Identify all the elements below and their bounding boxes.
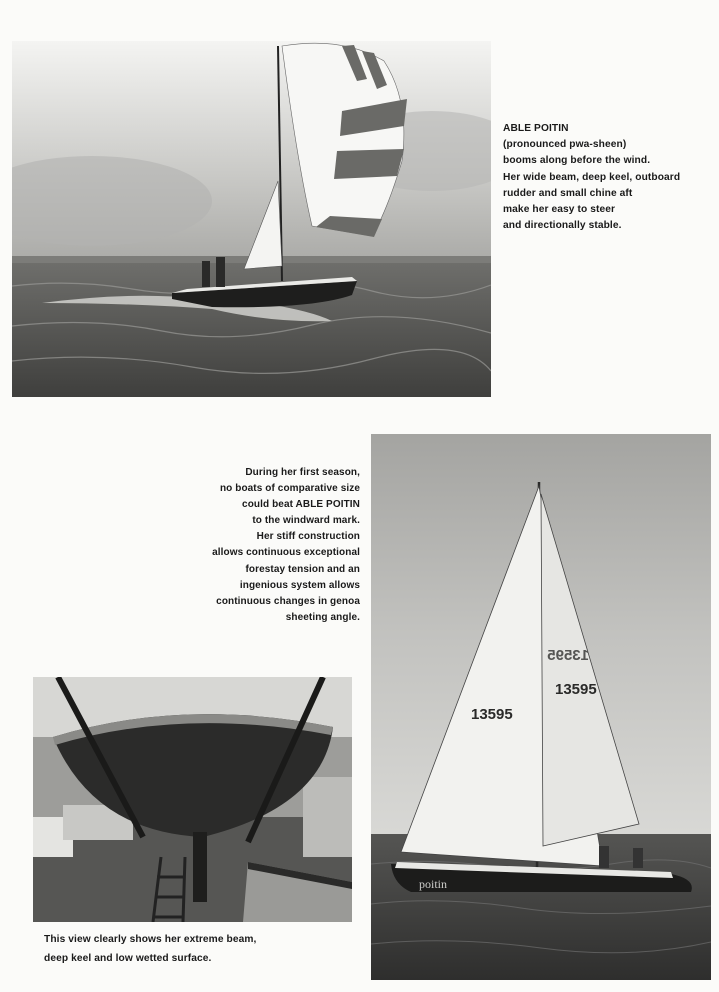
caption-line: ABLE POITIN [503, 123, 569, 134]
caption-line: to the windward mark. [252, 515, 360, 527]
caption-line: This view clearly shows her extreme beam, [44, 934, 257, 945]
sail-number-main: 13595 [471, 706, 513, 723]
caption-line: rudder and small chine aft [503, 187, 633, 199]
middle-caption [160, 465, 360, 626]
caption-line: booms along before the wind. [503, 155, 651, 167]
hull-name: poitin [419, 877, 448, 891]
caption-line: Her wide beam, deep keel, outboard [503, 171, 681, 183]
caption-line: ingenious system allows [239, 579, 360, 591]
caption-line: no boats of comparative size [219, 483, 360, 495]
caption-line: sheeting angle. [285, 611, 360, 623]
bottom-caption [44, 930, 256, 968]
sail-number-mirrored: 13595 [547, 647, 589, 664]
caption-line: and directionally stable. [503, 220, 622, 232]
caption-line: could beat ABLE POITIN [242, 499, 360, 511]
caption-line: forestay tension and an [245, 563, 360, 575]
spinnaker-photo [12, 41, 491, 397]
caption-line: continuous changes in genoa [216, 595, 360, 607]
upwind-photo [371, 434, 711, 980]
caption-line: (pronounced pwa-sheen) [503, 139, 627, 151]
caption-line: During her first season, [245, 467, 360, 478]
top-caption [503, 121, 680, 234]
caption-line: make her easy to steer [503, 204, 616, 216]
caption-line: allows continuous exceptional [212, 547, 360, 559]
sail-number-jib: 13595 [555, 681, 597, 698]
caption-line: Her stiff construction [256, 531, 360, 543]
caption-line: deep keel and low wetted surface. [44, 953, 212, 964]
hull-photo [33, 677, 352, 922]
